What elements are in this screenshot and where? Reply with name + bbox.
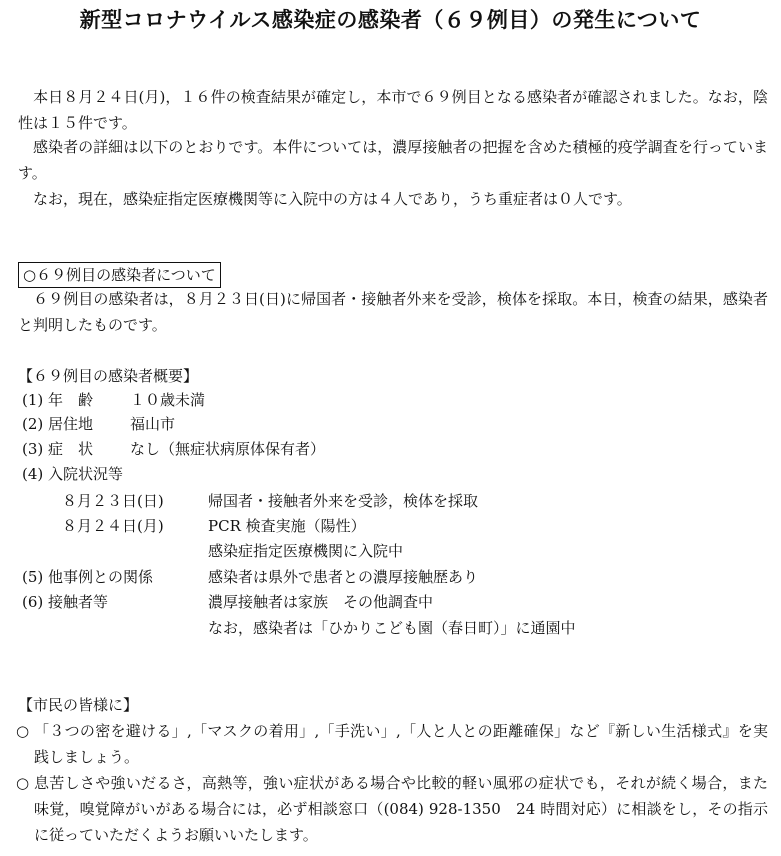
contacts-value: 濃厚接触者は家族 その他調査中 (208, 593, 434, 611)
case-section-body: ６９例目の感染者は，８月２３日(日)に帰国者・接触者外来を受診，検体を採取。本日，検査の結果，感染者と判明したものです。 (18, 290, 768, 334)
contacts-label: (6) 接触者等 (22, 593, 109, 611)
case-section-heading: ○６９例目の感染者について (18, 262, 221, 288)
residence-label: (2) 居住地 (22, 415, 94, 433)
citizens-bullet-2 (16, 770, 768, 848)
hospitalization-text-3: 感染症指定医療機関に入院中 (208, 542, 404, 560)
intro-paragraph-1: 本日８月２４日(月)，１６件の検査結果が確定し，本市で６９例目となる感染者が確認されました。なお，陰性は１５件です。 (18, 88, 768, 132)
summary-heading: 【６９例目の感染者概要】 (18, 367, 199, 385)
relation-label: (5) 他事例との関係 (22, 568, 154, 586)
age-value: １０歳未満 (130, 391, 206, 409)
hospitalization-date-2: ８月２４日(月) (62, 517, 164, 535)
citizens-bullet-1 (16, 718, 768, 770)
citizens-bullet-1-text: 「３つの密を避ける」,「マスクの着用」,「手洗い」,「人と人との距離確保」など『新しい生活様式』を実践しましょう。 (34, 722, 768, 766)
bullet-mark: ○ (16, 722, 30, 740)
symptom-label: (3) 症 状 (22, 440, 94, 458)
age-label: (1) 年 齢 (22, 391, 94, 409)
intro-paragraph-2: 感染者の詳細は以下のとおりです。本件については，濃厚接触者の把握を含めた積極的疫学調査を行っています。 (18, 138, 768, 182)
bullet-mark: ○ (16, 774, 30, 792)
relation-value: 感染者は県外で患者との濃厚接触歴あり (208, 568, 479, 586)
hospitalization-label: (4) 入院状況等 (22, 465, 124, 483)
hospitalization-date-1: ８月２３日(日) (62, 492, 164, 510)
intro-paragraph-3: なお，現在，感染症指定医療機関等に入院中の方は４人であり，うち重症者は０人です。 (18, 190, 632, 208)
contacts-note: なお，感染者は「ひかりこども園（春日町）」に通園中 (208, 619, 576, 637)
citizens-heading: 【市民の皆様に】 (18, 696, 139, 714)
residence-value: 福山市 (130, 415, 176, 433)
hospitalization-text-2: PCR 検査実施（陽性） (208, 517, 366, 535)
hospitalization-text-1: 帰国者・接触者外来を受診，検体を採取 (208, 492, 479, 510)
citizens-bullet-2-text: 息苦しさや強いだるさ，高熱等，強い症状がある場合や比較的軽い風邪の症状でも，それが続く場合，また味覚，嗅覚障がいがある場合には，必ず相談窓口（(084) 928-1350 24 時間対応）に相談をし，その指示に従っていただくようお願いいたします。 (34, 774, 768, 844)
symptom-value: なし（無症状病原体保有者） (130, 440, 326, 458)
page-title: 新型コロナウイルス感染症の感染者（６９例目）の発生について (79, 7, 702, 32)
